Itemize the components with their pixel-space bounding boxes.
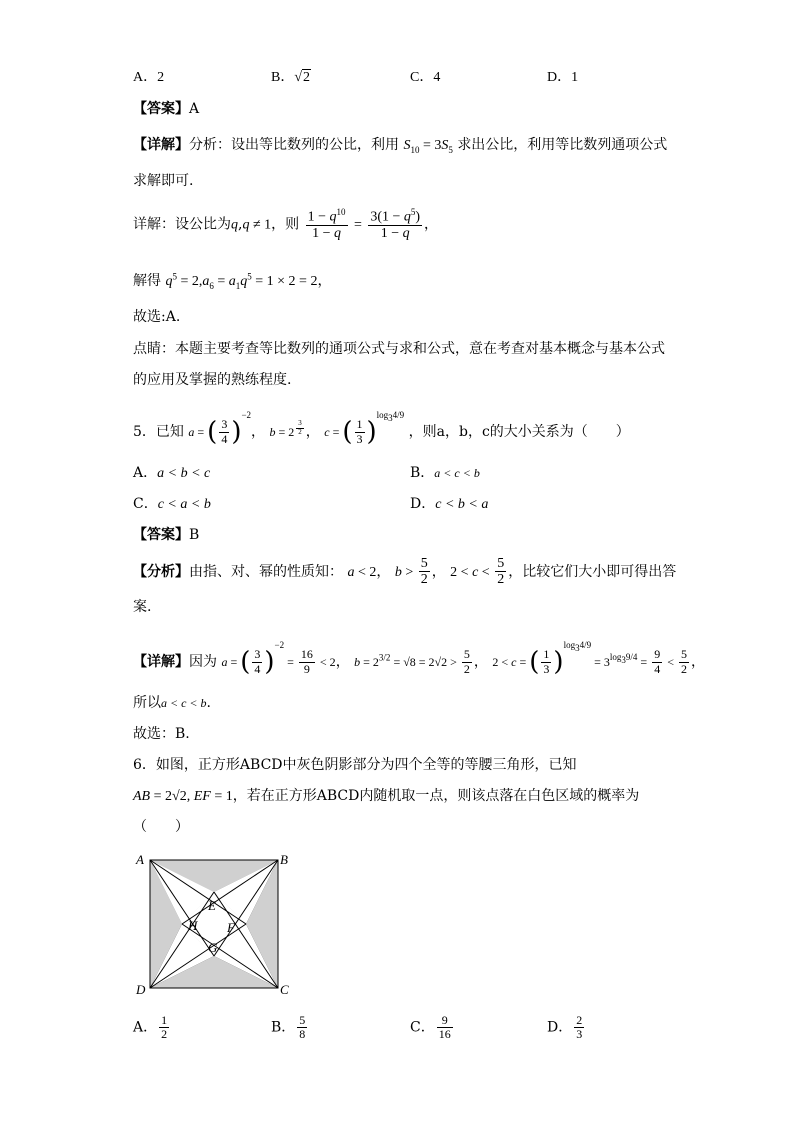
option-d: D．1 (547, 70, 579, 85)
q4-choose: 故选:A. (133, 309, 181, 325)
label-e: E (208, 898, 216, 913)
q4-answer: 【答案】A (133, 101, 200, 117)
label-c: C (280, 982, 289, 997)
q4-comment-1: 点睛：本题主要考查等比数列的通项公式与求和公式，意在考查对基本概念与基本公式 (133, 341, 665, 357)
q5-choose: 故选：B. (133, 726, 190, 742)
q6-stem-2: AB = 2√2, EF = 1，若在正方形ABCD内随机取一点，则该点落在白色区域的概率为 (133, 788, 640, 804)
q5-detail: 【详解】因为 a = ( $\frac{3}{4}$ )$^{-2}$ = $\frac{16}{9}$ < 2， $b = 2^{3/2} = √8 = 2√2$ > $\frac{5}{2}$ ， 2 < c = ( $\frac{1}{3}$ )$^{log_34/9} = 3^{log_39/4}$ = $\frac{9}{4}$ < $\frac{5}{2}$ ， (133, 640, 705, 677)
label-g: G (208, 940, 218, 955)
q6-stem-3: （ ） (133, 819, 189, 835)
q5-option-d: D．c < b < a (410, 496, 489, 512)
q5-answer: 【答案】B (133, 527, 200, 543)
option-a: A．2 (133, 70, 165, 85)
q6-option-b: B． $\frac{5}{8}$ (271, 1013, 306, 1042)
q5-option-a: A．a < b < c (133, 465, 211, 481)
square-figure (130, 848, 300, 1000)
option-c: C．4 (410, 70, 441, 85)
label-d: D (136, 982, 146, 997)
option-b: B．√2 (271, 70, 311, 85)
q5-analysis-2: 案. (133, 599, 152, 615)
q6-stem-1: 6．如图，正方形ABCD中灰色阴影部分为四个全等的等腰三角形，已知 (133, 757, 577, 773)
q6-option-a: A． $\frac{1}{2}$ (133, 1013, 168, 1042)
label-h: H (188, 918, 198, 933)
q5-analysis: 【分析】由指、对、幂的性质知： a < 2， b > $\frac{5}{2}$ ， 2 < c < $\frac{5}{2}$ ，比较它们大小即可得出答 (133, 556, 677, 588)
q4-solved: 解得 $q^5 = 2,a_6 = a_1q^5 = 1 \times 2 = 2$， (133, 271, 332, 291)
q4-analysis-line1: 【详解】分析：设出等比数列的公比，利用 $S_{10} = 3S_5$ 求出公比，利用等比数列通项公式 (133, 137, 668, 155)
label-b: B (280, 852, 288, 867)
label-f: F (227, 920, 235, 935)
q5-stem: 5．已知 a = ( $\frac{3}{4}$ )$^{-2}$， b = 2 $^{\frac{3}{2}}$ ， c = ( $\frac{1}{3}$ )$^{log_34/9}$ ，则a，b，c的大小关系为（ ） (133, 410, 630, 447)
q6-option-d: D． $\frac{2}{3}$ (547, 1013, 583, 1042)
q4-detail-formula: 详解：设公比为q,q ≠ 1，则 $\frac{1 - q^{10}}{1 - q}$ = $\frac{3(1 - q^5)}{1 - q}$ ， (133, 207, 439, 242)
q5-option-b: B．a < c < b (410, 465, 480, 481)
label-a: A (136, 852, 144, 867)
q4-comment-2: 的应用及掌握的熟练程度. (133, 372, 292, 388)
q6-option-c: C． $\frac{9}{16}$ (410, 1013, 451, 1042)
q4-analysis-line2: 求解即可. (133, 173, 194, 189)
q5-so: 所以a < c < b. (133, 695, 211, 711)
q5-option-c: C．c < a < b (133, 496, 211, 512)
